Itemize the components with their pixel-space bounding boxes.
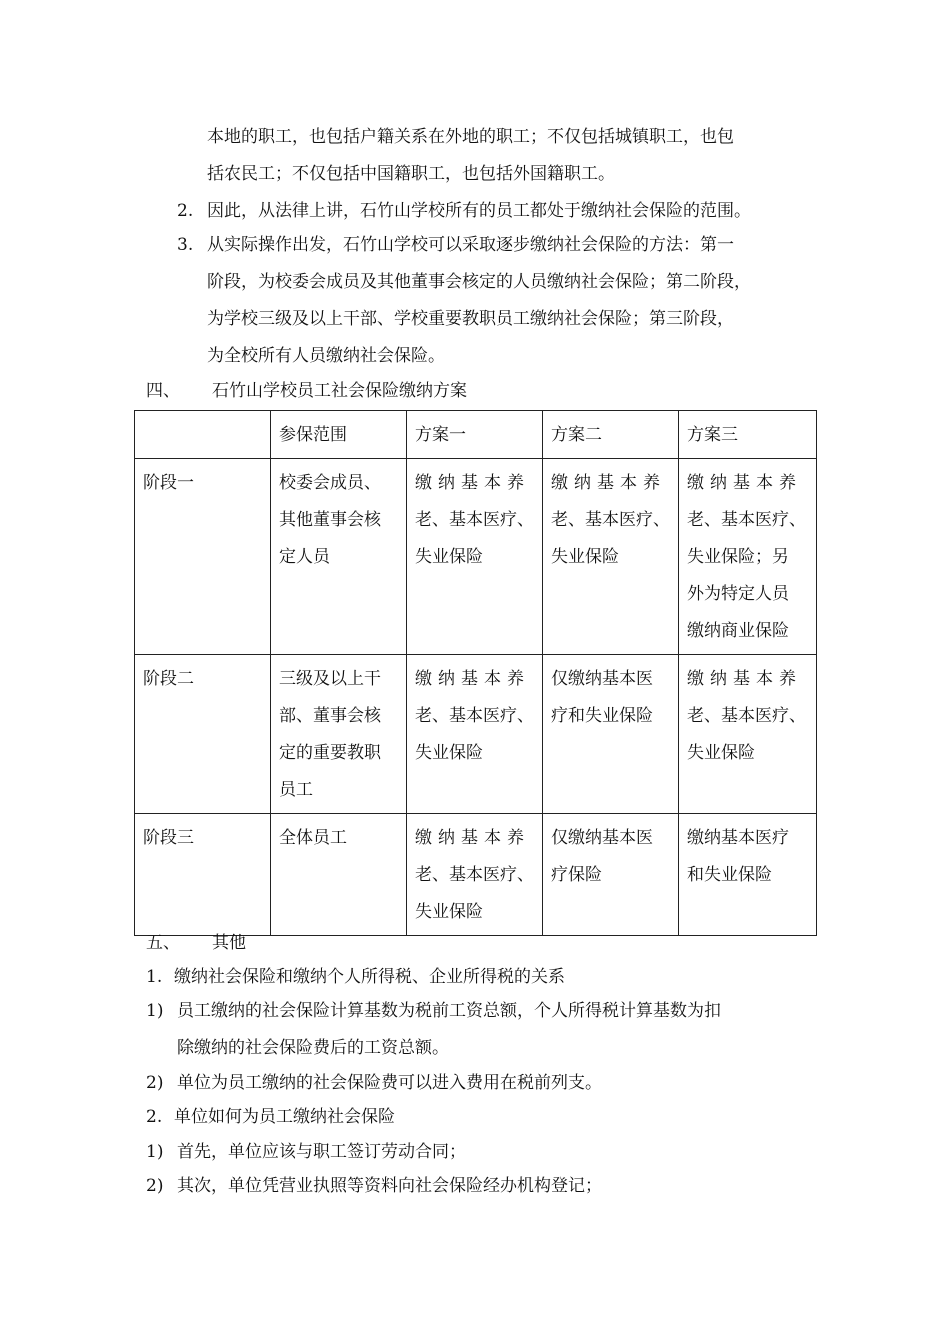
cell-line: 全体员工 xyxy=(279,828,347,848)
cell-line: 老、基本医疗、 xyxy=(551,510,670,530)
table-header-row xyxy=(135,411,817,459)
header-cell-empty xyxy=(135,411,271,459)
cell-line: 和失业保险 xyxy=(687,865,772,885)
cell-line: 外为特定人员 xyxy=(687,584,789,604)
cell-line: 缴纳基本养 xyxy=(551,473,666,493)
cell-line: 缴纳商业保险 xyxy=(687,621,789,641)
section-5-title: 其他 xyxy=(212,933,246,953)
section-5-number: 五、 xyxy=(146,933,180,953)
cell-line: 仅缴纳基本医 xyxy=(551,828,653,848)
cell-line: 缴纳基本养 xyxy=(687,473,802,493)
sub-2-title: 单位如何为员工缴纳社会保险 xyxy=(174,1107,395,1127)
plan-3-cell xyxy=(679,655,817,814)
sub-2-item-1-number: 1) xyxy=(146,1142,164,1162)
cell-line: 疗保险 xyxy=(551,865,602,885)
plan-3-cell xyxy=(679,459,817,655)
point-3-line-4: 为全校所有人员缴纳社会保险。 xyxy=(207,346,445,366)
cell-line: 三级及以上干 xyxy=(279,669,381,689)
sub-2-item-2-number: 2) xyxy=(146,1176,164,1196)
cell-line: 其他董事会核 xyxy=(279,510,381,530)
point-3-line-1: 从实际操作出发，石竹山学校可以采取逐步缴纳社会保险的方法：第一 xyxy=(207,235,734,255)
table-row xyxy=(135,814,817,936)
insurance-plan-table xyxy=(134,410,817,936)
stage-cell: 阶段一 xyxy=(135,459,271,655)
header-cell-plan-1: 方案一 xyxy=(407,411,543,459)
cell-line: 老、基本医疗、 xyxy=(415,510,534,530)
table-row xyxy=(135,655,817,814)
sub-2-item-2-text: 其次，单位凭营业执照等资料向社会保险经办机构登记； xyxy=(177,1176,602,1196)
cell-line: 缴纳基本养 xyxy=(415,669,530,689)
stage-cell: 阶段二 xyxy=(135,655,271,814)
section-4-title: 石竹山学校员工社会保险缴纳方案 xyxy=(212,381,467,401)
sub-1-item-1-line-1: 员工缴纳的社会保险计算基数为税前工资总额，个人所得税计算基数为扣 xyxy=(177,1001,721,1021)
sub-1-number: 1. xyxy=(146,967,163,987)
cell-line: 失业保险 xyxy=(551,547,619,567)
plan-1-cell xyxy=(407,655,543,814)
scope-cell xyxy=(271,814,407,936)
cell-line: 老、基本医疗、 xyxy=(687,706,806,726)
cell-line: 缴纳基本养 xyxy=(687,669,802,689)
table-row xyxy=(135,459,817,655)
cell-line: 失业保险 xyxy=(415,743,483,763)
cell-line: 疗和失业保险 xyxy=(551,706,653,726)
cell-line: 老、基本医疗、 xyxy=(415,706,534,726)
cell-line: 失业保险 xyxy=(687,743,755,763)
cell-line: 老、基本医疗、 xyxy=(415,865,534,885)
scope-cell xyxy=(271,459,407,655)
plan-2-cell xyxy=(543,814,679,936)
cell-line: 缴纳基本养 xyxy=(415,473,530,493)
plan-1-cell xyxy=(407,459,543,655)
cell-line: 员工 xyxy=(279,780,313,800)
cell-line: 定人员 xyxy=(279,547,330,567)
point-2-number: 2. xyxy=(177,201,194,221)
sub-1-title: 缴纳社会保险和缴纳个人所得税、企业所得税的关系 xyxy=(174,967,565,987)
sub-1-item-2-number: 2) xyxy=(146,1073,164,1093)
cell-line: 缴纳基本医疗 xyxy=(687,828,789,848)
section-4-number: 四、 xyxy=(146,381,180,401)
point-3-line-3: 为学校三级及以上干部、学校重要教职员工缴纳社会保险；第三阶段， xyxy=(207,309,734,329)
cell-line: 失业保险；另 xyxy=(687,547,789,567)
intro-line-2: 括农民工；不仅包括中国籍职工，也包括外国籍职工。 xyxy=(207,164,615,184)
plan-2-cell xyxy=(543,655,679,814)
cell-line: 老、基本医疗、 xyxy=(687,510,806,530)
sub-1-item-1-number: 1) xyxy=(146,1001,164,1021)
stage-cell: 阶段三 xyxy=(135,814,271,936)
plan-1-cell xyxy=(407,814,543,936)
cell-line: 缴纳基本养 xyxy=(415,828,530,848)
header-cell-scope: 参保范围 xyxy=(271,411,407,459)
sub-1-item-2-text: 单位为员工缴纳的社会保险费可以进入费用在税前列支。 xyxy=(177,1073,602,1093)
point-3-number: 3. xyxy=(177,235,194,255)
cell-line: 校委会成员、 xyxy=(279,473,381,493)
cell-line: 仅缴纳基本医 xyxy=(551,669,653,689)
cell-line: 部、董事会核 xyxy=(279,706,381,726)
plan-2-cell xyxy=(543,459,679,655)
header-cell-plan-2: 方案二 xyxy=(543,411,679,459)
cell-line: 定的重要教职 xyxy=(279,743,381,763)
header-cell-plan-3: 方案三 xyxy=(679,411,817,459)
sub-2-number: 2. xyxy=(146,1107,163,1127)
sub-1-item-1-line-2: 除缴纳的社会保险费后的工资总额。 xyxy=(177,1038,449,1058)
point-3-line-2: 阶段，为校委会成员及其他董事会核定的人员缴纳社会保险；第二阶段， xyxy=(207,272,751,292)
plan-3-cell xyxy=(679,814,817,936)
intro-line-1: 本地的职工，也包括户籍关系在外地的职工；不仅包括城镇职工，也包 xyxy=(207,127,734,147)
scope-cell xyxy=(271,655,407,814)
sub-2-item-1-text: 首先，单位应该与职工签订劳动合同； xyxy=(177,1142,466,1162)
cell-line: 失业保险 xyxy=(415,547,483,567)
cell-line: 失业保险 xyxy=(415,902,483,922)
point-2-text: 因此，从法律上讲，石竹山学校所有的员工都处于缴纳社会保险的范围。 xyxy=(207,201,751,221)
